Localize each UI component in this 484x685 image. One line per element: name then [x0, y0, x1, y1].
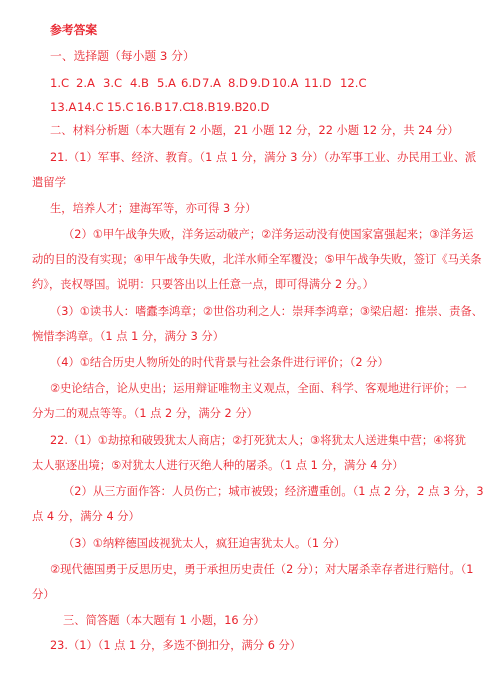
choice-answer: 15.C — [107, 100, 134, 114]
q22-line-2: 太人驱逐出境；⑤对犹太人进行灭绝人种的屠杀。（1 点 1 分，满分 4 分） — [32, 459, 404, 472]
q21-3-line-2: 惋惜李鸿章。（1 点 1 分，满分 3 分） — [32, 330, 225, 343]
q22-3-line-1: （3）①纳粹德国歧视犹太人，疯狂迫害犹太人。（1 分） — [63, 537, 346, 550]
choice-answer: 1.C — [50, 76, 70, 90]
q21-2-line-1: （2）①甲午战争失败，洋务运动破产；②洋务运动没有使国家富强起来；③洋务运 — [63, 228, 474, 241]
section-2-heading: 二、材料分析题（本大题有 2 小题，21 小题 12 分，22 小题 12 分，共 24 分） — [50, 124, 459, 137]
choice-answer: 13.A — [50, 100, 77, 114]
choice-answer: 2.A — [76, 76, 95, 90]
q22-3-line-2: ②现代德国勇于反思历史，勇于承担历史责任（2 分）；对大屠杀幸存者进行赔付。（1 — [50, 563, 474, 576]
q21-2-line-3: 约》，丧权辱国。说明：只要答出以上任意一点，即可得满分 2 分。） — [32, 278, 374, 291]
choice-answer: 8.D — [228, 76, 248, 90]
choice-answer: 5.A — [157, 76, 176, 90]
choice-answer: 7.A — [202, 76, 221, 90]
q21-line-2: 遣留学 — [32, 176, 66, 189]
q22-line-1: 22.（1）①劫掠和破毁犹太人商店；②打死犹太人；③将犹太人送进集中营；④将犹 — [50, 434, 466, 447]
choice-answer: 6.D — [181, 76, 201, 90]
q22-2-line-1: （2）从三方面作答：人员伤亡；城市被毁；经济遭重创。（1 点 2 分，2 点 3 分，3 — [63, 485, 484, 498]
choice-answers-row-1 — [0, 76, 435, 90]
choice-answer: 20.D — [242, 100, 270, 114]
choice-answer: 19.B — [216, 100, 243, 114]
section-1-heading: 一、选择题（每小题 3 分） — [50, 49, 195, 63]
choice-answer: 17.C — [164, 100, 191, 114]
page-title: 参考答案 — [50, 23, 98, 37]
q21-4-line-2: ②史论结合，论从史出；运用辩证唯物主义观点，全面、科学、客观地进行评价；一 — [50, 382, 467, 395]
choice-answer: 12.C — [340, 76, 367, 90]
q22-2-line-2: 点 4 分，满分 4 分） — [32, 510, 140, 523]
section-3-heading: 三、简答题（本大题有 1 小题，16 分） — [63, 614, 265, 627]
q21-4-line-3: 分为二的观点等等。（1 点 2 分，满分 2 分） — [32, 407, 258, 420]
q21-4-line-1: （4）①结合历史人物所处的时代背景与社会条件进行评价；（2 分） — [50, 356, 389, 369]
choice-answers-row-2 — [0, 100, 435, 114]
q23-line-1: 23.（1）（1 点 1 分，多选不倒扣分，满分 6 分） — [50, 639, 302, 652]
choice-answer: 9.D — [250, 76, 270, 90]
choice-answer: 16.B — [136, 100, 163, 114]
choice-answer: 10.A — [272, 76, 299, 90]
choice-answer: 3.C — [103, 76, 123, 90]
q21-2-line-2: 动的目的没有实现；④甲午战争失败，北洋水师全军覆没；⑤甲午战争失败，签订《马关条 — [32, 253, 482, 266]
choice-answer: 11.D — [304, 76, 332, 90]
choice-answer: 14.C — [77, 100, 104, 114]
q21-3-line-1: （3）①读书人：嗜蠹李鸿章；②世俗功利之人：崇拜李鸿章；③梁启超：推崇、责备、 — [50, 305, 483, 318]
q21-line-3: 生，培养人才；建海军等，亦可得 3 分） — [50, 202, 257, 215]
choice-answer: 4.B — [130, 76, 150, 90]
choice-answer: 18.B — [189, 100, 216, 114]
q22-3-line-3: 分） — [32, 588, 55, 601]
q21-line-1: 21.（1）军事、经济、教育。（1 点 1 分，满分 3 分）（办军事工业、办民用工业、派 — [50, 151, 477, 164]
